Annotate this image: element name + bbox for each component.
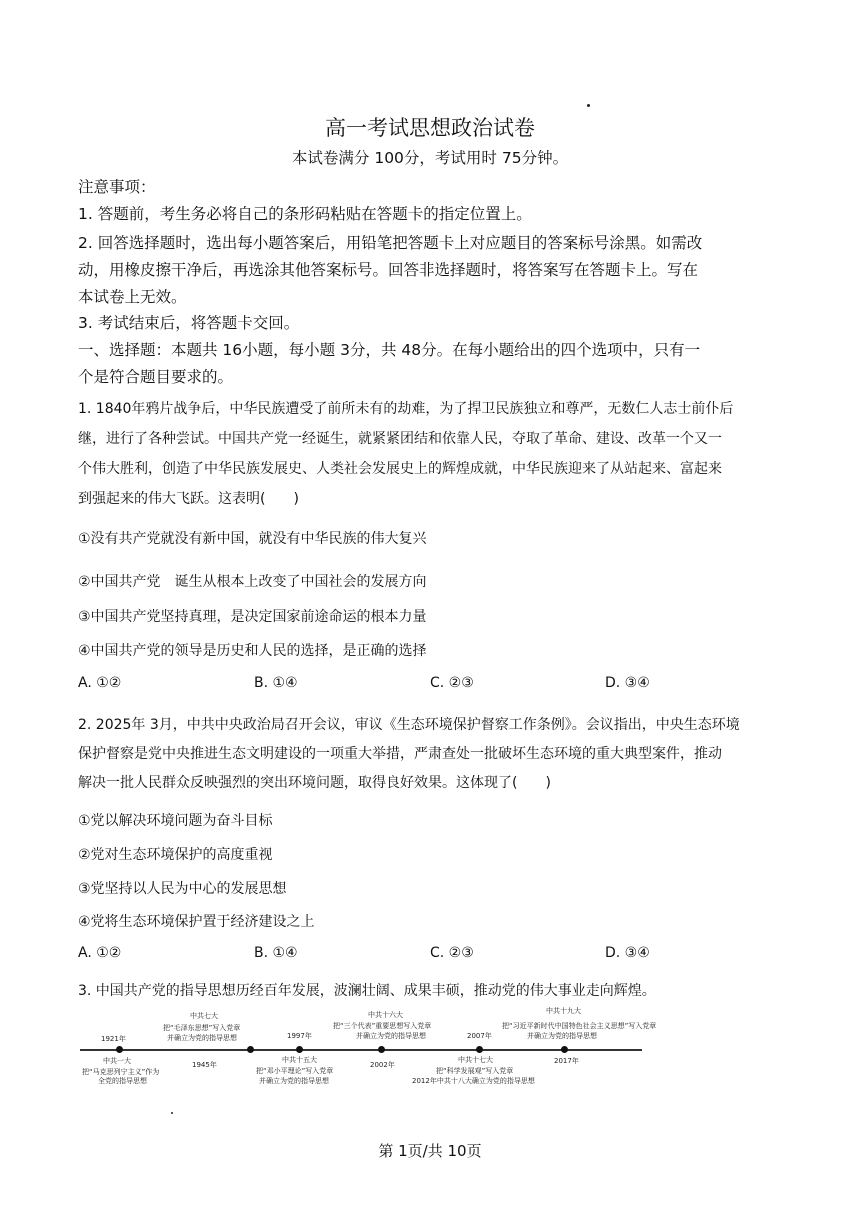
q1-option-a: A. ①② <box>78 675 122 691</box>
q1-stem-line-4: 到强起来的伟大飞跃。这表明( ) <box>78 491 299 507</box>
timeline-desc-4-line-1: 把“三个代表”重要思想写入党章 <box>333 1022 432 1030</box>
stray-dot-lower <box>171 1112 173 1114</box>
timeline-year-2002: 2002年 <box>370 1061 395 1069</box>
timeline-congress-19: 中共十九大 <box>546 1007 581 1015</box>
page-number: 第 1页/共 10页 <box>378 1142 482 1160</box>
timeline-congress-1: 中共一大 <box>103 1057 131 1065</box>
timeline-desc-1-line-1: 把“马克思列宁主义”作为 <box>82 1068 160 1076</box>
timeline-dot-1921 <box>116 1046 123 1053</box>
timeline-congress-15: 中共十五大 <box>282 1056 317 1064</box>
timeline-year-1921: 1921年 <box>101 1035 126 1043</box>
timeline-dot-2002 <box>378 1046 385 1053</box>
timeline-desc-6-line-2: 并确立为党的指导思想 <box>527 1032 597 1040</box>
q1-statement-2: ②中国共产党 诞生从根本上改变了中国社会的发展方向 <box>78 574 427 590</box>
q2-stem-line-1: 2. 2025年 3月，中共中央政治局召开会议，审议《生态环境保护督察工作条例》。会议指出，中央生态环境 <box>78 717 740 733</box>
timeline-desc-5-line-1: 把“科学发展观”写入党章 <box>436 1067 514 1075</box>
q1-stem-line-2: 继，进行了各种尝试。中国共产党一经诞生，就紧紧团结和依靠人民，夺取了革命、建设、改革一个又一 <box>78 431 722 447</box>
q2-statement-4: ④党将生态环境保护置于经济建设之上 <box>78 914 315 930</box>
timeline-year-1997: 1997年 <box>287 1032 312 1040</box>
timeline-desc-1-line-2: 全党的指导思想 <box>98 1077 147 1085</box>
q1-stem-line-1: 1. 1840年鸦片战争后，中华民族遭受了前所未有的劫难，为了捍卫民族独立和尊严，无数仁人志士前仆后 <box>78 401 734 417</box>
exam-subtitle: 本试卷满分 100分，考试用时 75分钟。 <box>291 149 569 167</box>
q1-statement-3: ③中国共产党坚持真理，是决定国家前途命运的根本力量 <box>78 609 427 625</box>
timeline-desc-5-line-2: 2012年中共十八大确立为党的指导思想 <box>412 1077 535 1085</box>
q3-stem-line-1: 3. 中国共产党的指导思想历经百年发展，波澜壮阔、成果丰硕，推动党的伟大事业走向辉煌。 <box>78 983 656 999</box>
section-heading-line-2: 个是符合题目要求的。 <box>78 368 234 386</box>
q2-option-c: C. ②③ <box>430 945 474 961</box>
q1-option-b: B. ①④ <box>254 675 298 691</box>
timeline-desc-2-line-1: 把“毛泽东思想”写入党章 <box>163 1024 241 1032</box>
notice-item-2-line-2: 动，用橡皮擦干净后，再选涂其他答案标号。回答非选择题时，将答案写在答题卡上。写在 <box>78 261 699 279</box>
q1-option-d: D. ③④ <box>605 675 650 691</box>
q2-option-b: B. ①④ <box>254 945 298 961</box>
timeline-dot-2017 <box>561 1046 568 1053</box>
q2-statement-1: ①党以解决环境问题为奋斗目标 <box>78 813 273 829</box>
timeline-axis <box>80 1049 642 1051</box>
q1-stem-line-3: 个伟大胜利，创造了中华民族发展史、人类社会发展史上的辉煌成就，中华民族迎来了从站起来、富起来 <box>78 461 722 477</box>
timeline-desc-6-line-1: 把“习近平新时代中国特色社会主义思想”写入党章 <box>502 1022 657 1030</box>
q2-option-d: D. ③④ <box>605 945 650 961</box>
q2-option-a: A. ①② <box>78 945 122 961</box>
q1-option-c: C. ②③ <box>430 675 474 691</box>
timeline-year-1945: 1945年 <box>192 1061 217 1069</box>
q2-statement-3: ③党坚持以人民为中心的发展思想 <box>78 881 287 897</box>
timeline-dot-1997 <box>296 1046 303 1053</box>
q1-statement-4: ④中国共产党的领导是历史和人民的选择，是正确的选择 <box>78 643 427 659</box>
section-heading-line-1: 一、选择题：本题共 16小题，每小题 3分，共 48分。在每小题给出的四个选项中，只有一 <box>78 341 701 359</box>
q2-stem-line-3: 解决一批人民群众反映强烈的突出环境问题，取得良好效果。这体现了( ) <box>78 775 551 791</box>
timeline-desc-2-line-2: 并确立为党的指导思想 <box>167 1034 237 1042</box>
timeline-dot-2007 <box>476 1046 483 1053</box>
q2-statement-2: ②党对生态环境保护的高度重视 <box>78 847 273 863</box>
notice-item-2-line-1: 2. 回答选择题时，选出每小题答案后，用铅笔把答题卡上对应题目的答案标号涂黑。如需改 <box>78 234 703 252</box>
timeline-congress-17: 中共十七大 <box>458 1056 493 1064</box>
exam-title: 高一考试思想政治试卷 <box>325 116 535 140</box>
timeline-desc-4-line-2: 并确立为党的指导思想 <box>356 1032 426 1040</box>
notice-heading: 注意事项： <box>78 178 156 196</box>
timeline-year-2017: 2017年 <box>554 1057 579 1065</box>
timeline-year-2007: 2007年 <box>467 1032 492 1040</box>
timeline-congress-7: 中共七大 <box>190 1012 218 1020</box>
stray-dot <box>587 104 590 107</box>
notice-item-1: 1. 答题前，考生务必将自己的条形码粘贴在答题卡的指定位置上。 <box>78 205 532 223</box>
q2-stem-line-2: 保护督察是党中央推进生态文明建设的一项重大举措，严肃查处一批破坏生态环境的重大典型案件，推动 <box>78 746 722 762</box>
timeline-desc-3-line-1: 把“邓小平理论”写入党章 <box>256 1067 334 1075</box>
q1-statement-1: ①没有共产党就没有新中国，就没有中华民族的伟大复兴 <box>78 531 427 547</box>
timeline-congress-16: 中共十六大 <box>368 1011 403 1019</box>
notice-item-2-line-3: 本试卷上无效。 <box>78 288 187 306</box>
notice-item-3: 3. 考试结束后，将答题卡交回。 <box>78 314 300 332</box>
timeline-desc-3-line-2: 并确立为党的指导思想 <box>259 1077 329 1085</box>
timeline-dot-1945 <box>247 1046 254 1053</box>
